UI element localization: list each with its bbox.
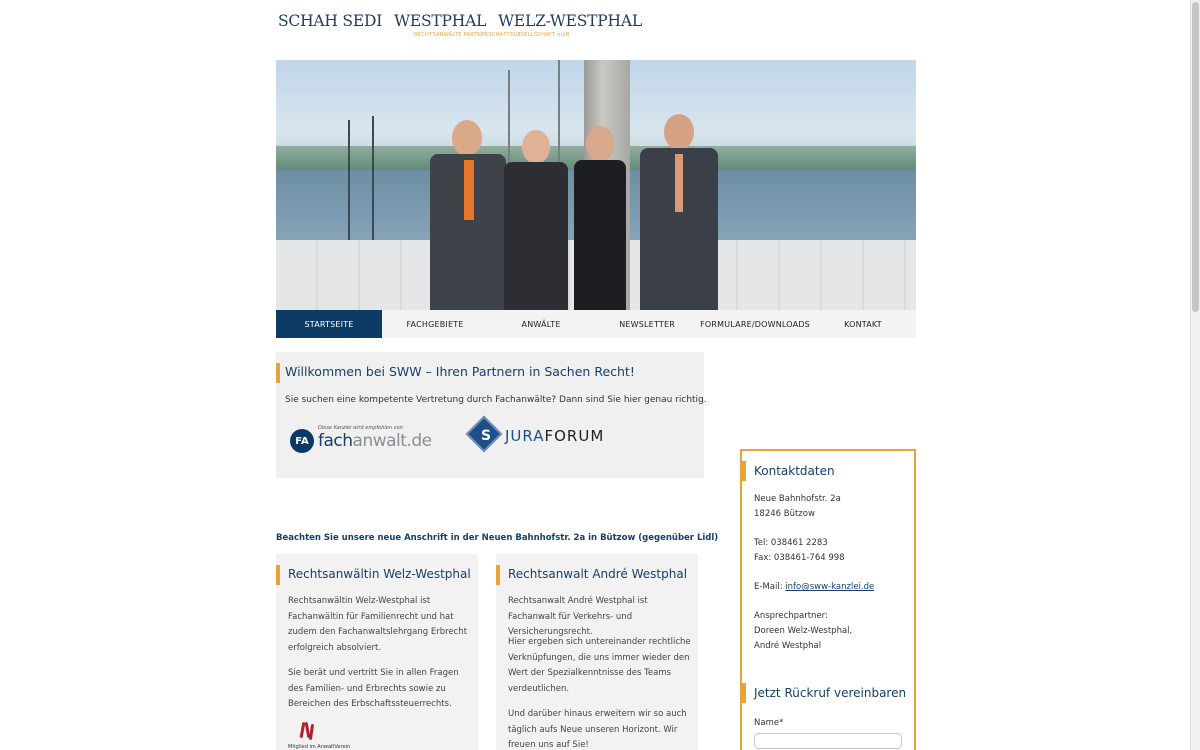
welcome-text: Sie suchen eine kompetente Vertretung durch Fachanwälte? Dann sind Sie hier genau richtig. (285, 395, 707, 405)
scrollbar-thumb[interactable] (1192, 2, 1199, 312)
fachanwalt-tagline: Diese Kanzlei wird empfohlen von (318, 425, 403, 431)
contact-city: 18246 Bützow (754, 509, 815, 519)
juraforum-letter: S (480, 428, 492, 444)
card-paragraph: Hier ergeben sich untereinander rechtliche Verknüpfungen, die uns immer wieder den Wert der Spezialkenntnisse des Teams verdeutlichen. (508, 637, 691, 694)
callback-name-label: Name* (754, 718, 784, 728)
contact-email-link[interactable]: info@sww-kanzlei.de (785, 582, 875, 592)
fachanwalt-badge-icon: FA (290, 429, 314, 453)
nav-item-newsletter[interactable]: NEWSLETTER (619, 319, 675, 329)
contact-partner-label: Ansprechpartner: (754, 611, 828, 621)
anwaltverein-logo[interactable] (288, 722, 358, 750)
person-head (522, 130, 550, 164)
welcome-title: Willkommen bei SWW – Ihren Partnern in Sachen Recht! (285, 364, 635, 379)
person-body (574, 160, 626, 310)
logo-name-westphal: WESTPHAL (394, 12, 487, 30)
person-head (452, 120, 482, 156)
anwaltverein-mark-icon (300, 722, 314, 740)
nav-item-anwaelte[interactable]: ANWÄLTE (521, 319, 561, 329)
card-paragraph: Sie berät und vertritt Sie in allen Fragen des Familien- und Erbrechts sowie zu Bereichen des Erbschaftssteuerrechts. (288, 668, 459, 710)
fachanwalt-word-light: anwalt.de (352, 431, 432, 451)
fachanwalt-logo[interactable] (290, 425, 430, 455)
juraforum-logo[interactable] (468, 418, 608, 454)
hero-team-photo (276, 60, 916, 310)
fachanwalt-wordmark (318, 431, 432, 451)
contact-title: Kontaktdaten (754, 464, 835, 478)
heading-accent-bar (742, 461, 746, 481)
card-paragraph: Und darüber hinaus erweitern wir so auch täglich aufs Neue unseren Horizont. Wir freuen uns auf Sie! (508, 709, 687, 750)
fachanwalt-word-bold: fach (318, 431, 353, 451)
logo-name-schah-sedi: SCHAH SEDI (278, 12, 383, 30)
nav-item-formulare-downloads[interactable]: FORMULARE/DOWNLOADS (700, 319, 810, 329)
contact-email-row (754, 580, 874, 595)
main-navigation (276, 310, 916, 338)
person-head (586, 126, 614, 162)
nav-item-startseite[interactable]: STARTSEITE (276, 310, 382, 338)
juraforum-wordmark (505, 427, 604, 445)
heading-accent-bar (742, 683, 746, 703)
logo-name-welz-westphal: WELZ-WESTPHAL (498, 12, 642, 30)
heading-accent-bar (276, 363, 280, 383)
person-tie (464, 160, 474, 220)
nav-item-kontakt[interactable]: KONTAKT (844, 319, 882, 329)
contact-phone[interactable]: Tel: 038461 2283 (754, 538, 828, 548)
contact-email-label: E-Mail: (754, 582, 786, 592)
callback-name-input[interactable] (754, 733, 902, 749)
person-body (504, 162, 568, 310)
card-welz-westphal (276, 554, 478, 750)
card-paragraph: Rechtsanwalt André Westphal ist Fachanwalt für Verkehrs- und Versicherungsrecht. (508, 596, 648, 638)
card-title: Rechtsanwalt André Westphal (508, 567, 688, 581)
page-scrollbar[interactable] (1190, 0, 1200, 750)
anwaltverein-text: Mitglied im AnwaltVerein (288, 744, 351, 750)
callback-title: Jetzt Rückruf vereinbaren (754, 686, 907, 700)
juraforum-word-b: FORUM (544, 427, 605, 445)
welcome-box (276, 352, 707, 478)
person-2 (500, 130, 572, 310)
person-1 (428, 120, 508, 310)
card-andre-westphal (496, 554, 698, 750)
address-notice: Beachten Sie unsere neue Anschrift in der Neuen Bahnhofstr. 2a in Bützow (gegenüber Lidl) (276, 533, 719, 543)
contact-box (740, 449, 916, 750)
hero-lamp (348, 120, 350, 240)
person-tie (675, 154, 683, 212)
card-paragraph: Rechtsanwältin Welz-Westphal ist Fachanwältin für Familienrecht und hat zudem den Fachanwaltslehrgang Erbrecht erfolgreich absolviert. (288, 596, 468, 653)
contact-street: Neue Bahnhofstr. 2a (754, 494, 841, 504)
contact-partner-2: André Westphal (754, 641, 822, 651)
contact-partner-1: Doreen Welz-Westphal, (754, 626, 853, 636)
site-logo[interactable] (278, 12, 642, 42)
person-3 (568, 126, 632, 310)
person-4 (638, 114, 720, 310)
hero-lamp (372, 116, 374, 240)
card-title: Rechtsanwältin Welz-Westphal (288, 567, 471, 581)
juraforum-word-a: JURA (505, 427, 545, 445)
logo-subtitle: RECHTSANWÄLTE PARTNERSCHAFTSGESELLSCHAFT mbB (414, 32, 570, 38)
heading-accent-bar (276, 565, 280, 585)
contact-fax: Fax: 038461-764 998 (754, 553, 845, 563)
heading-accent-bar (496, 565, 500, 585)
nav-item-fachgebiete[interactable]: FACHGEBIETE (406, 319, 464, 329)
person-head (664, 114, 694, 150)
